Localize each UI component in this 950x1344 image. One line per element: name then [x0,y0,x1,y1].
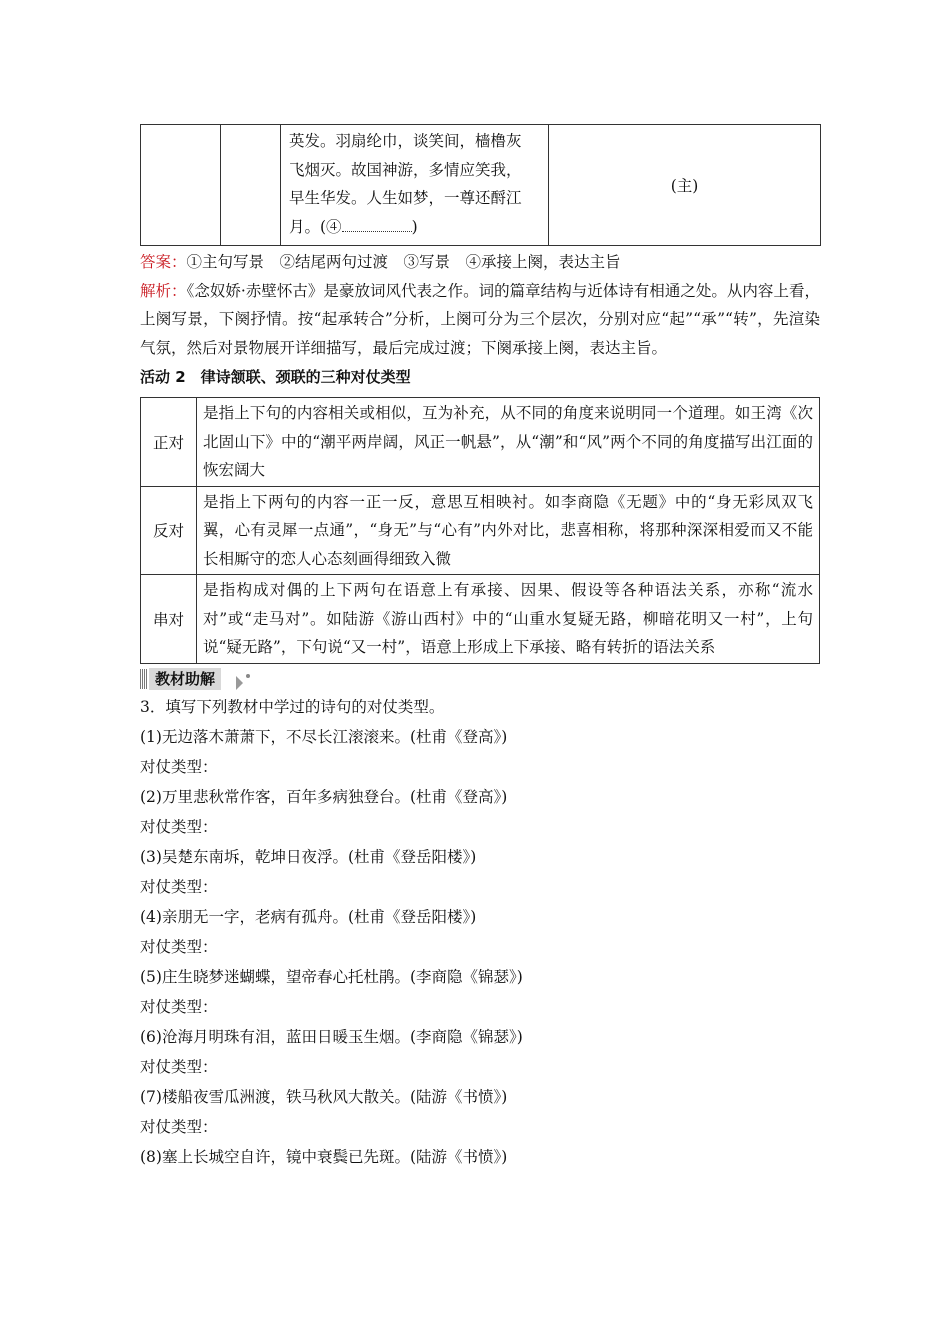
exercise-item: (5)庄生晓梦迷蝴蝶，望帝春心托杜鹃。(李商隐《锦瑟》) [140,967,523,986]
answer-text: ①主句写景 ②结尾两句过渡 ③写景 ④承接上阕，表达主旨 [186,253,621,271]
table-row [141,575,820,664]
answer-label: 答案： [140,253,187,271]
exercise-item: (4)亲朋无一字，老病有孤舟。(杜甫《登岳阳楼》) [140,907,477,926]
duizhang-type: 串对 [141,575,197,664]
duizhang-type: 反对 [141,486,197,575]
analysis-text: 《念奴娇·赤壁怀古》是豪放词风代表之作。词的篇章结构与近体诗有相通之处。从内容上看，上阕写景，下阕抒情。按“起承转合”分析，上阕可分为三个层次，分别对应“起”“承”“转”，先渲染气氛，然后对景物展开详细描写，最后完成过渡；下阕承接上阕，表达主旨。 [140,281,820,357]
poem-text-cell [281,125,549,246]
exercise-block [140,692,820,1172]
answer-line [140,248,820,277]
activity-heading: 活动 2 律诗颔联、颈联的三种对仗类型 [140,368,411,386]
table-row [141,486,820,575]
table-row [141,125,821,246]
exercise-answer-label[interactable]: 对仗类型： [140,757,218,776]
exercise-question: 3．填写下列教材中学过的诗句的对仗类型。 [140,697,445,716]
poem-line-suffix: ) [411,217,418,236]
section-title: 教材助解 [149,668,221,690]
page-content [140,124,820,1172]
exercise-item: (7)楼船夜雪瓜洲渡，铁马秋风大散关。(陆游《书愤》) [140,1087,508,1106]
fill-blank[interactable] [342,217,412,232]
structure-table [140,124,821,246]
poem-line: 飞烟灭。故国神游，多情应笑我， [289,160,522,179]
poem-line: 早生华发。人生如梦，一尊还酹江 [289,189,522,207]
duizhang-desc: 是指构成对偶的上下两句在语意上有承接、因果、假设等各种语法关系，亦称“流水对”或“走马对”。如陆游《游山西村》中的“山重水复疑无路，柳暗花明又一村”，上句说“疑无路”，下句说“又一村”，语意上形成上下承接、略有转折的语法关系 [197,575,820,664]
dot-icon [246,674,250,678]
analysis-label: 解析： [140,281,187,300]
exercise-answer-label[interactable]: 对仗类型： [140,1117,218,1136]
duizhang-table [140,397,820,664]
analysis-paragraph [140,277,820,363]
duizhang-desc: 是指上下句的内容相关或相似，互为补充，从不同的角度来说明同一个道理。如王湾《次北固山下》中的“潮平两岸阔，风正一帆悬”，从“潮”和“风”两个不同的角度描写出江面的恢宏阔大 [197,398,820,487]
poem-line: 英发。羽扇纶巾，谈笑间，樯橹灰 [289,132,522,150]
table-cell-empty [221,125,281,246]
stripe-icon [140,669,147,689]
exercise-item: (1)无边落木萧萧下，不尽长江滚滚来。(杜甫《登高》) [140,727,508,746]
exercise-item: (6)沧海月明珠有泪，蓝田日暖玉生烟。(李商隐《锦瑟》) [140,1027,523,1046]
structure-label-cell: (主) [549,125,821,246]
poem-line [289,213,540,242]
exercise-answer-label[interactable]: 对仗类型： [140,1057,218,1076]
exercise-item: (8)塞上长城空自许，镜中衰鬓已先斑。(陆游《书愤》) [140,1147,508,1166]
table-cell-empty [141,125,221,246]
exercise-answer-label[interactable]: 对仗类型： [140,817,218,836]
poem-line-prefix: 月。(④ [289,217,342,236]
exercise-item: (2)万里悲秋常作客，百年多病独登台。(杜甫《登高》) [140,787,508,806]
exercise-item: (3)吴楚东南坼，乾坤日夜浮。(杜甫《登岳阳楼》) [140,847,477,866]
exercise-answer-label[interactable]: 对仗类型： [140,937,218,956]
duizhang-desc: 是指上下两句的内容一正一反，意思互相映衬。如李商隐《无题》中的“身无彩凤双飞翼，心有灵犀一点通”，“身无”与“心有”内外对比，悲喜相称，将那种深深相爱而又不能长相厮守的恋人心态刻画得细致入微 [197,486,820,575]
duizhang-type: 正对 [141,398,197,487]
exercise-answer-label[interactable]: 对仗类型： [140,997,218,1016]
exercise-answer-label[interactable]: 对仗类型： [140,877,218,896]
triangle-icon [236,676,243,690]
table-row [141,398,820,487]
section-header [140,668,820,690]
